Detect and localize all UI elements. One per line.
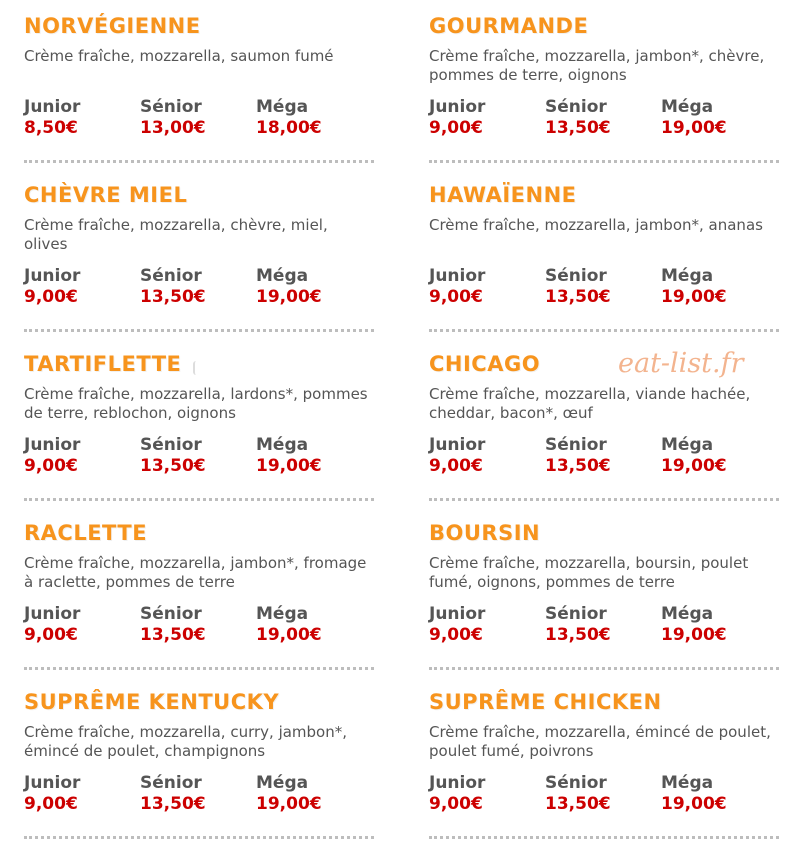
item-description: Crème fraîche, mozzarella, saumon fumé: [24, 47, 334, 65]
size-price: 19,00€: [661, 118, 727, 138]
menu-item-supreme-chicken: [405, 676, 785, 845]
size-price: 19,00€: [661, 287, 727, 307]
size-label: Sénior: [140, 604, 202, 624]
size-label: Méga: [661, 604, 714, 624]
size-mega: [661, 435, 771, 477]
size-price: 9,00€: [429, 456, 483, 476]
size-junior: [429, 773, 539, 815]
price-table: [429, 773, 769, 819]
size-label: Junior: [24, 97, 81, 117]
size-mega: [256, 97, 366, 139]
size-price: 13,50€: [545, 625, 611, 645]
menu-item-tartiflette: [0, 338, 405, 507]
size-senior: [545, 97, 655, 139]
size-mega: [256, 773, 366, 815]
size-label: Junior: [24, 604, 81, 624]
dotted-divider: [429, 329, 779, 332]
size-label: Méga: [256, 97, 309, 117]
size-price: 13,50€: [545, 118, 611, 138]
size-price: 9,00€: [429, 287, 483, 307]
size-senior: [140, 773, 250, 815]
size-label: Méga: [256, 266, 309, 286]
dotted-divider: [24, 329, 374, 332]
item-name: NORVÉGIENNE: [24, 14, 201, 38]
item-name: CHÈVRE MIEL: [24, 183, 188, 207]
item-description: Crème fraîche, mozzarella, chèvre, miel, olives: [24, 216, 328, 253]
size-price: 9,00€: [24, 287, 78, 307]
item-description: Crème fraîche, mozzarella, curry, jambon*, émincé de poulet, champignons: [24, 723, 348, 760]
menu-item-supreme-kentucky: [0, 676, 405, 845]
size-price: 19,00€: [256, 287, 322, 307]
size-label: Sénior: [545, 604, 607, 624]
size-label: Méga: [256, 604, 309, 624]
item-name: SUPRÊME KENTUCKY: [24, 690, 280, 714]
size-price: 13,50€: [140, 456, 206, 476]
price-table: [429, 435, 769, 481]
size-label: Junior: [429, 97, 486, 117]
item-name: HAWAÏENNE: [429, 183, 577, 207]
dotted-divider: [429, 667, 779, 670]
item-name: CHICAGO: [429, 352, 541, 376]
size-label: Méga: [256, 435, 309, 455]
size-senior: [545, 435, 655, 477]
size-price: 13,50€: [140, 287, 206, 307]
size-junior: [429, 604, 539, 646]
size-senior: [545, 604, 655, 646]
size-mega: [661, 773, 771, 815]
item-name: BOURSIN: [429, 521, 541, 545]
size-label: Méga: [661, 97, 714, 117]
size-label: Junior: [24, 773, 81, 793]
item-name: RACLETTE: [24, 521, 148, 545]
size-price: 9,00€: [429, 118, 483, 138]
menu-item-gourmande: [405, 0, 785, 169]
size-label: Sénior: [140, 773, 202, 793]
menu-item-chevre-miel: [0, 169, 405, 338]
size-price: 13,50€: [140, 625, 206, 645]
size-price: 9,00€: [24, 625, 78, 645]
size-price: 19,00€: [661, 625, 727, 645]
dotted-divider: [429, 498, 779, 501]
price-table: [429, 604, 769, 650]
size-mega: [256, 266, 366, 308]
size-mega: [661, 604, 771, 646]
price-table: [24, 266, 364, 312]
size-price: 9,00€: [24, 456, 78, 476]
size-mega: [256, 435, 366, 477]
dotted-divider: [429, 160, 779, 163]
size-junior: [24, 773, 134, 815]
menu-item-norvegienne: [0, 0, 405, 169]
menu-item-raclette: [0, 507, 405, 676]
size-price: 8,50€: [24, 118, 78, 138]
size-senior: [140, 604, 250, 646]
size-price: 9,00€: [429, 794, 483, 814]
item-description: Crème fraîche, mozzarella, lardons*, pommes de terre, reblochon, oignons: [24, 385, 368, 422]
price-table: [24, 97, 364, 143]
size-label: Sénior: [545, 773, 607, 793]
size-price: 9,00€: [24, 794, 78, 814]
size-junior: [429, 435, 539, 477]
size-label: Méga: [661, 266, 714, 286]
dotted-divider: [24, 667, 374, 670]
size-label: Méga: [661, 435, 714, 455]
size-price: 13,50€: [545, 794, 611, 814]
size-junior: [24, 435, 134, 477]
size-junior: [24, 604, 134, 646]
size-price: 19,00€: [256, 456, 322, 476]
price-table: [429, 266, 769, 312]
item-name: SUPRÊME CHICKEN: [429, 690, 662, 714]
size-label: Sénior: [140, 97, 202, 117]
stray-mark: [193, 361, 199, 375]
size-label: Junior: [429, 604, 486, 624]
price-table: [24, 773, 364, 819]
size-label: Junior: [429, 266, 486, 286]
size-price: 13,00€: [140, 118, 206, 138]
size-junior: [429, 266, 539, 308]
size-mega: [661, 97, 771, 139]
size-price: 19,00€: [256, 794, 322, 814]
size-junior: [24, 97, 134, 139]
price-table: [429, 97, 769, 143]
size-label: Sénior: [140, 266, 202, 286]
size-price: 9,00€: [429, 625, 483, 645]
size-label: Junior: [429, 435, 486, 455]
watermark: eat-list.fr: [618, 348, 744, 379]
menu-item-boursin: [405, 507, 785, 676]
price-table: [24, 435, 364, 481]
item-name: GOURMANDE: [429, 14, 589, 38]
item-description: Crème fraîche, mozzarella, viande hachée, cheddar, bacon*, œuf: [429, 385, 751, 422]
item-name: TARTIFLETTE: [24, 352, 182, 376]
item-description: Crème fraîche, mozzarella, jambon*, ananas: [429, 216, 763, 234]
size-mega: [661, 266, 771, 308]
size-label: Méga: [256, 773, 309, 793]
size-junior: [24, 266, 134, 308]
size-senior: [140, 266, 250, 308]
size-price: 13,50€: [545, 456, 611, 476]
item-description: Crème fraîche, mozzarella, émincé de poulet, poulet fumé, poivrons: [429, 723, 771, 760]
item-description: Crème fraîche, mozzarella, boursin, poulet fumé, oignons, pommes de terre: [429, 554, 749, 591]
size-price: 18,00€: [256, 118, 322, 138]
size-senior: [545, 266, 655, 308]
item-description: Crème fraîche, mozzarella, jambon*, chèvre, pommes de terre, oignons: [429, 47, 765, 84]
size-label: Sénior: [140, 435, 202, 455]
size-label: Sénior: [545, 435, 607, 455]
size-price: 19,00€: [661, 794, 727, 814]
dotted-divider: [24, 836, 374, 839]
menu-item-hawaienne: [405, 169, 785, 338]
item-description: Crème fraîche, mozzarella, jambon*, fromage à raclette, pommes de terre: [24, 554, 367, 591]
price-table: [24, 604, 364, 650]
size-label: Sénior: [545, 266, 607, 286]
dotted-divider: [429, 836, 779, 839]
size-senior: [140, 435, 250, 477]
size-junior: [429, 97, 539, 139]
size-mega: [256, 604, 366, 646]
size-price: 13,50€: [545, 287, 611, 307]
size-senior: [545, 773, 655, 815]
size-price: 19,00€: [256, 625, 322, 645]
size-label: Sénior: [545, 97, 607, 117]
size-price: 19,00€: [661, 456, 727, 476]
size-label: Junior: [24, 266, 81, 286]
size-label: Junior: [429, 773, 486, 793]
size-senior: [140, 97, 250, 139]
dotted-divider: [24, 498, 374, 501]
size-label: Junior: [24, 435, 81, 455]
dotted-divider: [24, 160, 374, 163]
size-price: 13,50€: [140, 794, 206, 814]
size-label: Méga: [661, 773, 714, 793]
